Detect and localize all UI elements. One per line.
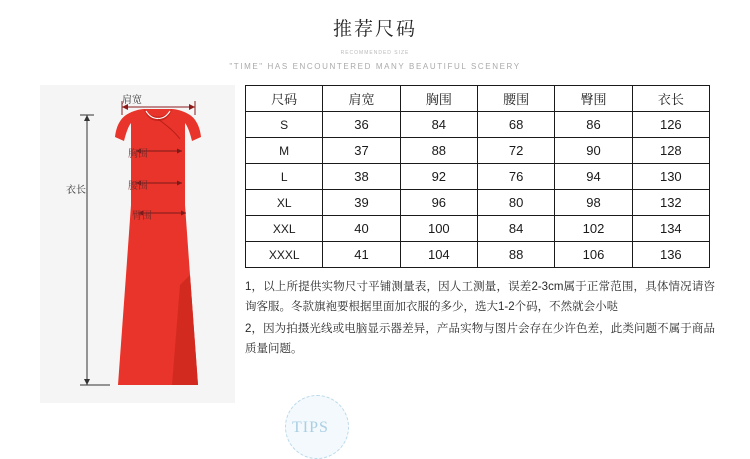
table-cell-size: S	[246, 112, 323, 138]
table-row	[246, 216, 710, 242]
table-cell: 104	[400, 242, 477, 268]
table-cell: 130	[632, 164, 709, 190]
table-cell: 40	[323, 216, 400, 242]
table-cell-size: XXXL	[246, 242, 323, 268]
table-header-cell: 腰围	[477, 86, 554, 112]
label-length: 衣长	[66, 185, 86, 196]
table-cell: 90	[555, 138, 632, 164]
table-cell: 100	[400, 216, 477, 242]
table-cell: 37	[323, 138, 400, 164]
table-cell: 84	[477, 216, 554, 242]
table-row	[246, 138, 710, 164]
dress-illustration-panel	[40, 85, 235, 403]
table-cell: 39	[323, 190, 400, 216]
table-cell: 41	[323, 242, 400, 268]
table-header-cell: 臀围	[555, 86, 632, 112]
table-cell: 72	[477, 138, 554, 164]
page-subtitle-english: "TIME" HAS ENCOUNTERED MANY BEAUTIFUL SCENERY	[229, 62, 521, 71]
label-hip: 臀围	[132, 211, 152, 222]
page-subtitle-small: RECOMMENDED SIZE	[340, 50, 410, 56]
table-header-cell: 胸围	[400, 86, 477, 112]
label-waist: 腰围	[128, 181, 148, 192]
table-cell: 76	[477, 164, 554, 190]
table-cell: 80	[477, 190, 554, 216]
table-row	[246, 190, 710, 216]
table-cell: 134	[632, 216, 709, 242]
table-header-cell: 衣长	[632, 86, 709, 112]
table-cell-size: XL	[246, 190, 323, 216]
dress-drawing-icon	[40, 85, 235, 403]
table-cell: 88	[477, 242, 554, 268]
table-header-cell: 尺码	[246, 86, 323, 112]
size-table	[245, 85, 710, 268]
table-cell: 94	[555, 164, 632, 190]
table-cell: 36	[323, 112, 400, 138]
table-cell-size: M	[246, 138, 323, 164]
table-cell: 88	[400, 138, 477, 164]
table-cell: 38	[323, 164, 400, 190]
table-cell: 136	[632, 242, 709, 268]
note-measurement: 1，以上所提供实物尺寸平铺测量表，因人工测量，误差2-3cm属于正常范围，具体情况请咨询客服。冬款旗袍要根据里面加衣服的多少，选大1-2个码，不然就会小哒	[245, 281, 715, 313]
table-cell: 68	[477, 112, 554, 138]
table-cell: 96	[400, 190, 477, 216]
table-header-row	[246, 86, 710, 112]
page-header	[0, 0, 750, 71]
table-header-cell: 肩宽	[323, 86, 400, 112]
table-cell: 84	[400, 112, 477, 138]
table-row	[246, 164, 710, 190]
page-title: 推荐尺码	[332, 19, 417, 40]
label-bust: 胸围	[128, 149, 148, 160]
table-cell: 98	[555, 190, 632, 216]
table-cell: 102	[555, 216, 632, 242]
table-cell: 126	[632, 112, 709, 138]
table-row	[246, 112, 710, 138]
tips-label: TIPS	[292, 419, 329, 436]
table-cell: 128	[632, 138, 709, 164]
table-row	[246, 242, 710, 268]
table-cell: 86	[555, 112, 632, 138]
table-cell-size: L	[246, 164, 323, 190]
main-content	[40, 85, 715, 436]
label-shoulder: 肩宽	[122, 95, 142, 106]
table-cell: 106	[555, 242, 632, 268]
table-cell: 92	[400, 164, 477, 190]
table-cell: 132	[632, 190, 709, 216]
note-color-difference: 2，因为拍摄光线或电脑显示器差异，产品实物与图片会存在少许色差，此类问题不属于商品质量问题。	[245, 323, 715, 355]
dress-figure	[40, 85, 235, 403]
table-cell-size: XXL	[246, 216, 323, 242]
notes-section	[245, 277, 715, 436]
size-table-area	[245, 85, 710, 268]
